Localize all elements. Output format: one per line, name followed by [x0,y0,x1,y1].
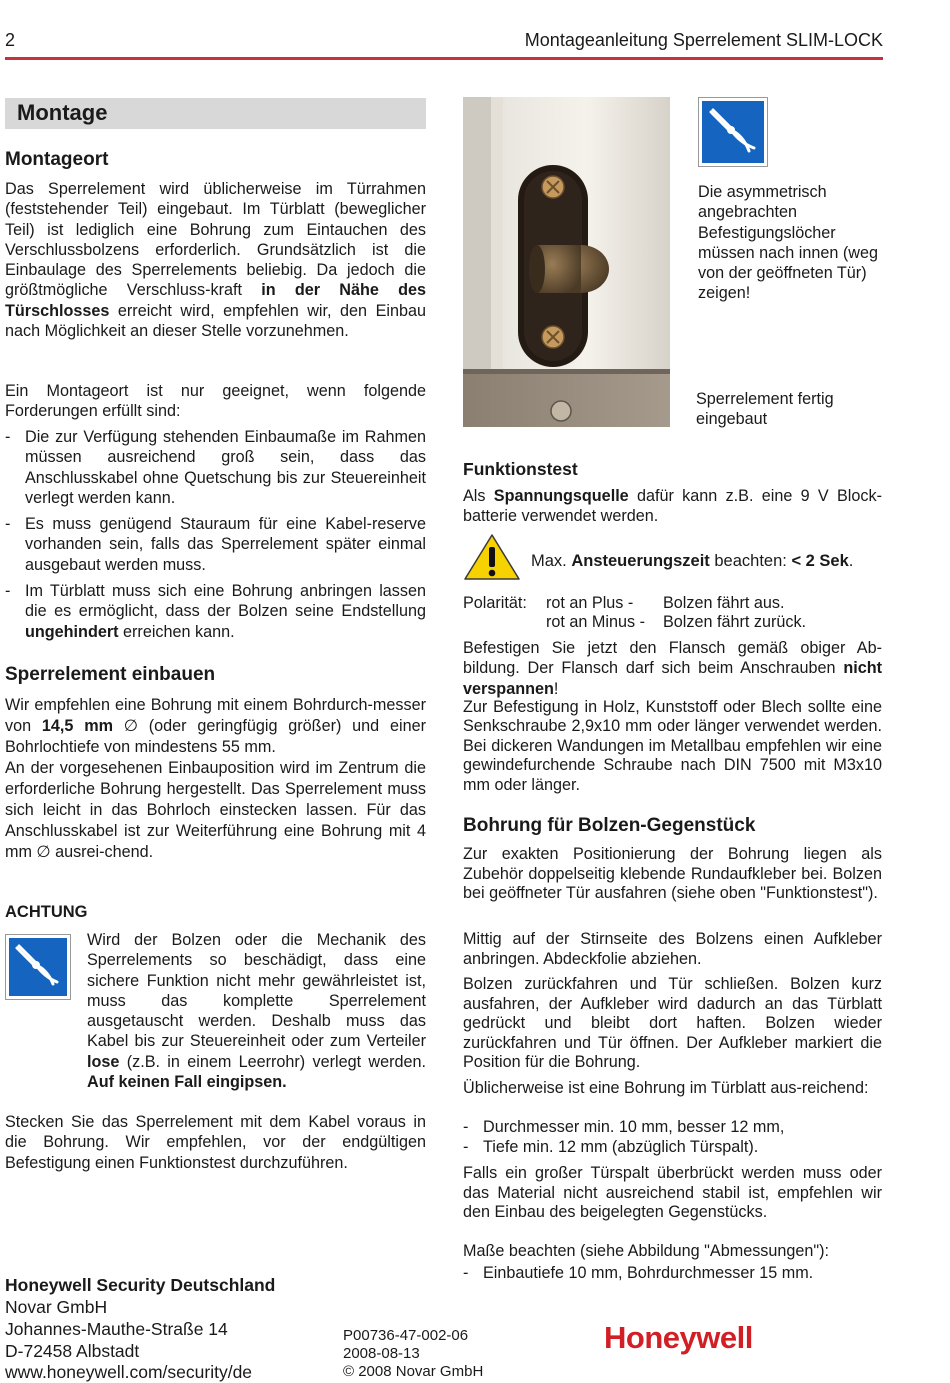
header-rule [5,57,883,60]
footer-city: D-72458 Albstadt [5,1341,140,1361]
achtung-text: Wird der Bolzen oder die Mechanik des Sperrelements so beschädigt, dass eine sichere Funktion nicht mehr gewährleistet ist, muss das komplette Sperrelement ausgetauscht werden. Deshalb muss das Kabel bis zur Steuereinheit oder zum Verteiler lose (z.B. in einem Leerrohr) verlegt werden. Auf keinen Fall eingipsen. [87,931,426,1092]
list-item: - Im Türblatt muss sich eine Bohrung anbringen lassen die es ermöglicht, dass der Bolzen seine Endstellung ungehindert erreichen kann. [5,582,426,641]
list-item: - Es muss genügend Stauraum für eine Kabel-reserve vorhanden sein, falls das Sperrelement später einmal ausgebaut werden muss. [5,515,426,574]
polarity-row-plus: rot an Plus - [546,594,634,612]
document-title: Montageanleitung Sperrelement SLIM-LOCK [524,30,883,50]
bohrung-paragraph-2: Mittig auf der Stirnseite des Bolzens einen Aufkleber anbringen. Abdeckfolie abziehen. [463,930,882,968]
document-number: P00736-47-002-06 [343,1327,469,1344]
funktionstest-paragraph-1: Als Spannungsquelle dafür kann z.B. eine 9 V Block-batterie verwendet werden. [463,487,882,526]
section-title: Montage [17,100,108,125]
bohrung-paragraph-1: Zur exakten Positionierung der Bohrung liegen als Zubehör doppelseitig klebende Rundaufkleber bei. Bolzen bei geöffneter Tür ausfahren (siehe oben "Funktionstest"). [463,845,882,902]
page-number: 2 [5,30,16,50]
list-item: - Die zur Verfügung stehenden Einbaumaße im Rahmen müssen ausreichend groß sein, dass das Anschlusskabel ohne Quetschung bis zur Steuereinheit verlegt werden kann. [5,428,426,507]
einbauen-paragraph-1: Wir empfehlen eine Bohrung mit einem Bohrdurch-messer von 14,5 mm ∅ (oder geringfügig größer) und einer Bohrlochtiefe von mindestens 55 mm. [5,696,426,756]
product-photo [463,97,670,427]
footer-website[interactable]: www.honeywell.com/security/de [5,1362,253,1382]
montageort-paragraph-2: Ein Montageort ist nur geeignet, wenn folgende Forderungen erfüllt sind: [5,382,426,421]
bohrung-list-2 [463,1263,882,1283]
pliers-icon [698,97,768,167]
pliers-icon [5,934,71,1000]
polarity-result-minus: Bolzen fährt zurück. [663,613,807,631]
bohrung-paragraph-3: Bolzen zurückfahren und Tür schließen. Bolzen kurz ausfahren, der Aufkleber wird dadurch an das Türblatt gedrückt und bleibt dort haften. Bolzen wieder zurückfahren und Tür öffnen. Der Aufkleber markiert die Position für die Bohrung. [463,975,882,1071]
montageort-paragraph-1: Das Sperrelement wird üblicherweise im Türrahmen (feststehender Teil) eingebaut. Im Türblatt (beweglicher Teil) ist lediglich eine Bohrung zum Eintauchen des Verschlussbolzens erforderlich. Grundsätzlich ist die Einbaulage des Sperrelements beliebig. Da jedoch die größtmögliche Verschluss-kraft in der Nähe des Türschlosses erreicht wird, empfehlen wir, den Einbau nach Möglichkeit an dieser Stelle vorzunehmen. [5,180,426,341]
polarity-result-plus: Bolzen fährt aus. [663,594,785,612]
bohrung-paragraph-6: Maße beachten (siehe Abbildung "Abmessungen"): [463,1242,830,1260]
section-bar [5,98,426,129]
exclamation-triangle-icon [463,533,521,586]
polarity-row-minus: rot an Minus - [546,613,645,631]
document-date: 2008-08-13 [343,1345,420,1362]
photo-caption-installed: Sperrelement fertig eingebaut [696,390,834,429]
funktionstest-paragraph-3: Zur Befestigung in Holz, Kunststoff oder Blech sollte eine Senkschraube 2,9x10 mm oder länger verwendet werden. Bei dickeren Wandungen im Metallbau empfehlen wir eine gewindefurchende Schraube nach DIN 7500 mit M3x10 mm oder länger. [463,698,882,794]
footer-company: Honeywell Security Deutschland [5,1275,276,1295]
einbauen-paragraph-2: An der vorgesehenen Einbauposition wird im Zentrum die erforderliche Bohrung hergestellt. Das Sperrelement muss sich leicht in das Bohrloch einstecken lassen. Für das Anschlusskabel ist zur Weiterführung eine Bohrung mit 4 mm ∅ ausrei-chend. [5,759,426,861]
list-item: - Einbautiefe 10 mm, Bohrdurchmesser 15 mm. [463,1264,814,1282]
requirements-list [5,427,426,642]
funktionstest-heading: Funktionstest [463,459,578,479]
photo-caption-holes: Die asymmetrisch angebrachten Befestigungslöcher müssen nach innen (weg von der geöffneten Tür) zeigen! [698,183,878,303]
funktionstest-paragraph-2: Befestigen Sie jetzt den Flansch gemäß obiger Ab-bildung. Der Flansch darf sich beim Anschrauben nicht verspannen! [463,639,882,698]
bohrung-paragraph-4: Üblicherweise ist eine Bohrung im Türblatt aus-reichend: [463,1079,869,1097]
einbauen-paragraph-3: Stecken Sie das Sperrelement mit dem Kabel voraus in die Bohrung. Wir empfehlen, vor der endgültigen Befestigung einen Funktionstest durchzuführen. [5,1113,426,1172]
honeywell-logo: Honeywell [604,1320,753,1355]
list-item: - Durchmesser min. 10 mm, besser 12 mm, [463,1118,785,1136]
bohrung-heading: Bohrung für Bolzen-Gegenstück [463,815,756,836]
warning-text: Max. Ansteuerungszeit beachten: < 2 Sek. [531,552,854,570]
copyright: © 2008 Novar GmbH [343,1363,484,1380]
bohrung-list-1 [463,1117,882,1158]
footer-subsidiary: Novar GmbH [5,1297,108,1317]
list-item: - Tiefe min. 12 mm (abzüglich Türspalt). [463,1138,759,1157]
polarity-label: Polarität: [463,594,527,612]
achtung-heading: ACHTUNG [5,903,88,921]
montageort-heading: Montageort [5,149,109,170]
einbauen-heading: Sperrelement einbauen [5,664,216,685]
bohrung-paragraph-5: Falls ein großer Türspalt überbrückt werden muss oder das Material nicht ausreichend stabil ist, empfehlen wir den Einbau des beigelegten Gegenstücks. [463,1164,882,1221]
footer-street: Johannes-Mauthe-Straße 14 [5,1319,228,1339]
